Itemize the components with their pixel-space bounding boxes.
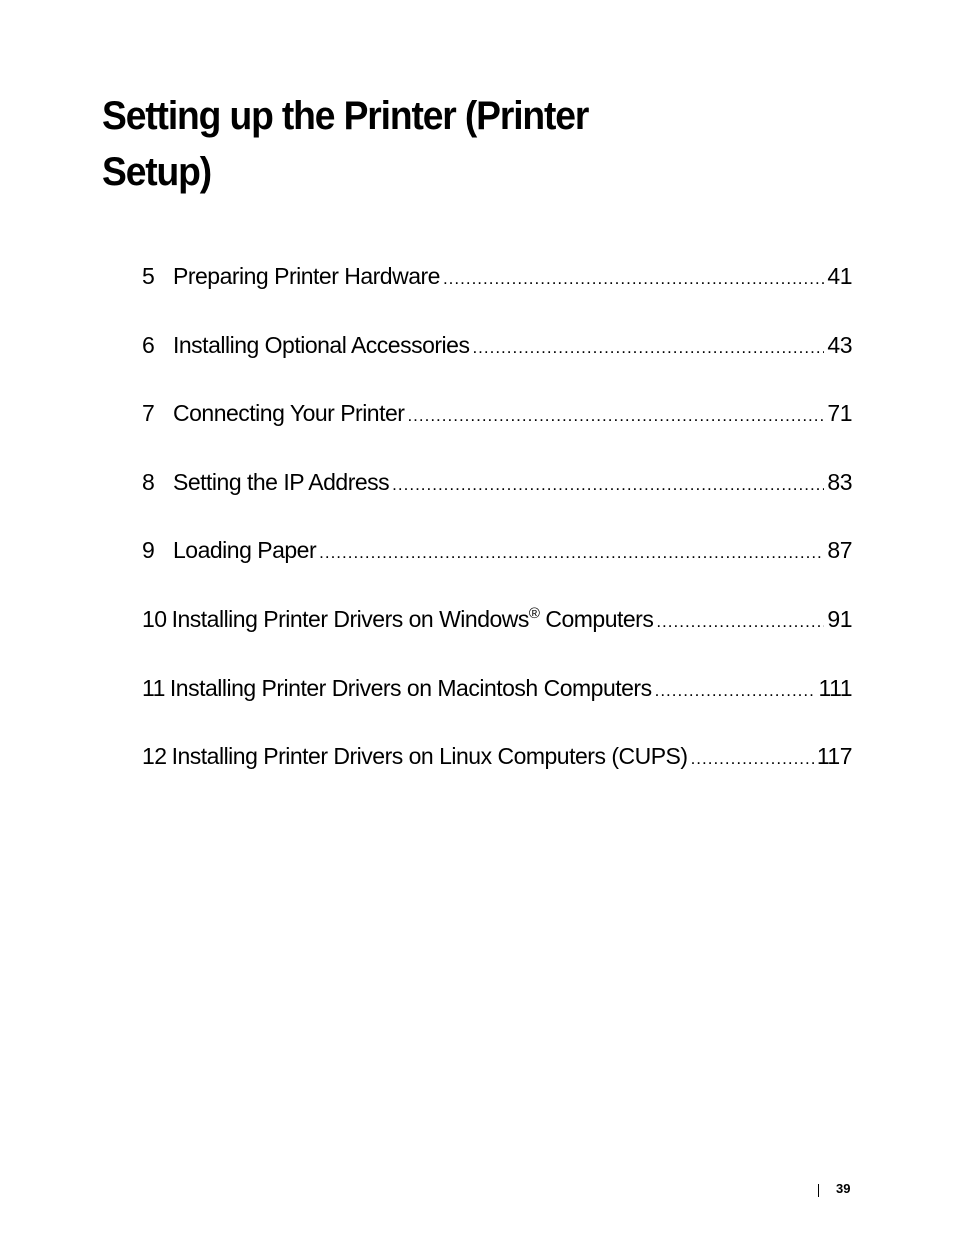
- toc-dot-leader: [319, 533, 824, 573]
- toc-entry-chapter-12[interactable]: [142, 736, 852, 805]
- toc-entry-chapter-9[interactable]: [142, 530, 852, 599]
- toc-page-number: 43: [827, 331, 852, 358]
- toc-chapter-title: [172, 599, 654, 639]
- toc-page-number: 87: [827, 537, 852, 564]
- toc-page-number: 91: [827, 605, 852, 632]
- toc-dot-leader: [407, 396, 824, 436]
- toc-chapter-title: Setting the IP Address: [173, 468, 390, 495]
- toc-chapter-number: 11: [142, 674, 165, 701]
- toc-entry-chapter-10[interactable]: [142, 599, 852, 668]
- toc-entry-chapter-7[interactable]: [142, 393, 852, 462]
- toc-page-number: 117: [816, 743, 852, 770]
- toc-chapter-title: Installing Printer Drivers on Linux Computers (CUPS): [171, 743, 688, 770]
- registered-trademark-mark: ®: [528, 604, 540, 622]
- toc-dot-leader: [656, 602, 824, 642]
- toc-chapter-number: 8: [142, 468, 155, 495]
- toc-entry-chapter-6[interactable]: [142, 325, 852, 394]
- toc-entry-chapter-5[interactable]: [142, 256, 852, 325]
- toc-page-number: 83: [827, 468, 852, 495]
- page-title: Setting up the Printer (Printer Setup): [102, 94, 589, 194]
- toc-chapter-title: Loading Paper: [173, 537, 317, 564]
- toc-chapter-number: 7: [142, 400, 155, 427]
- toc-chapter-title: Installing Optional Accessories: [173, 331, 470, 358]
- toc-chapter-number: 5: [142, 263, 155, 289]
- toc-chapter-title-main: Installing Printer Drivers on Windows: [171, 605, 529, 632]
- table-of-contents: [142, 256, 852, 805]
- page-number: 39: [836, 1181, 851, 1196]
- toc-page-number: 41: [827, 263, 852, 289]
- toc-entry-chapter-8[interactable]: [142, 462, 852, 531]
- toc-chapter-number: 6: [142, 331, 155, 358]
- toc-dot-leader: [655, 671, 816, 711]
- toc-chapter-number: 10: [142, 605, 167, 632]
- toc-dot-leader: [443, 259, 824, 299]
- toc-dot-leader: [472, 328, 824, 368]
- toc-page-number: 111: [818, 674, 852, 701]
- toc-chapter-number: 12: [142, 743, 167, 770]
- toc-page-number: 71: [827, 400, 852, 427]
- toc-entry-chapter-11[interactable]: [142, 668, 852, 737]
- toc-chapter-title: Installing Printer Drivers on Macintosh Computers: [169, 674, 652, 701]
- footer-divider: [818, 1184, 819, 1197]
- toc-chapter-title: Preparing Printer Hardware: [173, 263, 440, 289]
- toc-dot-leader: [392, 465, 824, 505]
- toc-chapter-title-suffix: Computers: [539, 605, 654, 632]
- toc-chapter-number: 9: [142, 537, 155, 564]
- toc-dot-leader: [691, 739, 814, 779]
- toc-chapter-title: Connecting Your Printer: [173, 400, 405, 427]
